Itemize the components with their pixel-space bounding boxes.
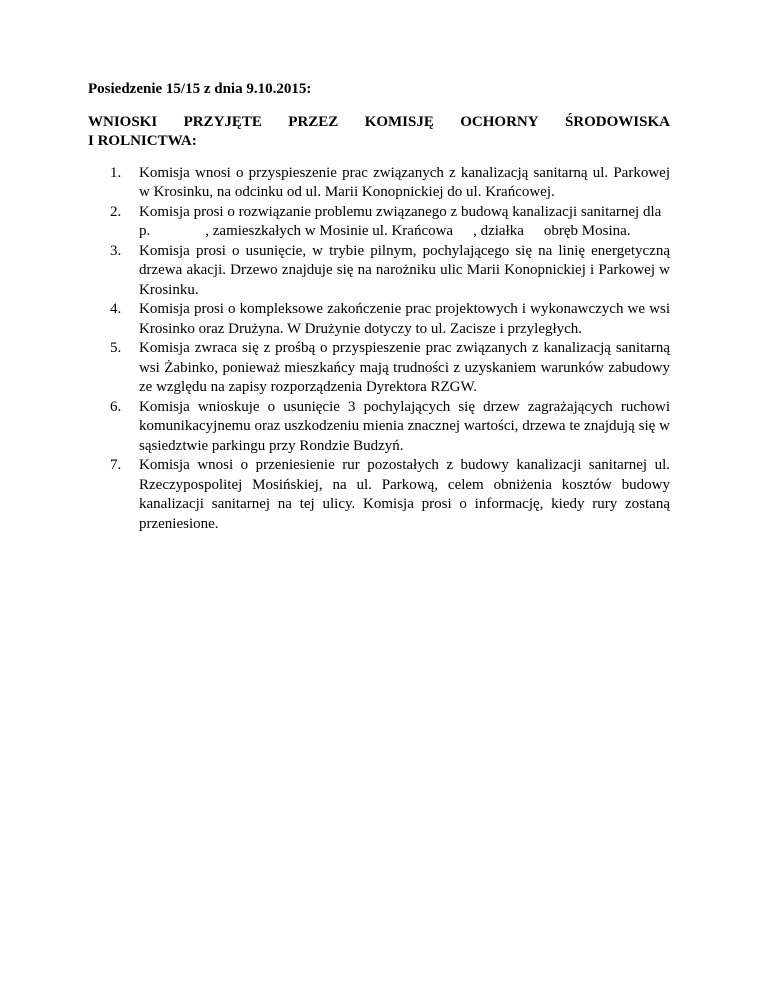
item-number: 2. <box>110 203 122 220</box>
motions-list <box>88 164 678 535</box>
item-text: Komisja wnosi o przyspieszenie prac związanych z kanalizacją sanitarną ul. Parkowej w Krosinku, na odcinku od ul. Marii Konopnickiej do ul. Krańcowej. <box>139 164 670 200</box>
heading-word: PRZYJĘTE <box>183 113 262 130</box>
item-text: Komisja zwraca się z prośbą o przyspieszenie prac związanych z kanalizacją sanitarną wsi Żabinko, ponieważ mieszkańcy mają trudności z uzyskaniem warunków zabudowy ze względu na zapisy rozporządzenia Dyrektora RZGW. <box>139 340 670 395</box>
list-item <box>88 456 670 534</box>
list-item <box>88 242 670 301</box>
list-item <box>88 398 670 457</box>
heading-word: PRZEZ <box>288 113 339 130</box>
document-body <box>88 80 678 534</box>
item-number: 6. <box>110 398 122 415</box>
item-text: Komisja wnosi o przeniesienie rur pozostałych z budowy kanalizacji sanitarnej ul. Rzeczypospolitej Mosińskiej, na ul. Parkową, celem obniżenia kosztów budowy kanalizacji sanitarnej na tej ulicy. Komisja prosi o informację, kiedy rury zostaną przeniesione. <box>139 457 670 532</box>
item-text-fragment: p. <box>139 223 151 239</box>
item-text: Komisja prosi o kompleksowe zakończenie prac projektowych i wykonawczych we wsi Krosinko oraz Drużyna. W Drużynie dotyczy to ul. Zacisze i przyległych. <box>139 301 670 337</box>
list-item <box>88 339 670 398</box>
heading-word: ŚRODOWISKA <box>564 113 670 130</box>
section-heading-line-1 <box>88 113 670 133</box>
item-text-fragment: , zamieszkałych w Mosinie ul. Krańcowa <box>205 223 454 239</box>
list-item <box>88 164 670 203</box>
heading-word: OCHORNY <box>460 113 539 130</box>
item-number: 7. <box>110 457 122 473</box>
section-heading <box>88 113 678 152</box>
heading-word: WNIOSKI <box>88 113 158 130</box>
item-text: Komisja prosi o rozwiązanie problemu związanego z budową kanalizacji sanitarnej dla <box>139 203 662 220</box>
item-number: 3. <box>110 242 122 259</box>
item-text: Komisja wnioskuje o usunięcie 3 pochylających się drzew zagrażających ruchowi komunikacyjnemu oraz uszkodzeniu mienia znacznej wartości, drzewa te znajdują się w sąsiedztwie parkingu przy Rondzie Budzyń. <box>139 398 670 454</box>
list-item <box>88 300 670 339</box>
item-number: 4. <box>110 301 122 317</box>
meeting-title: Posiedzenie 15/15 z dnia 9.10.2015: <box>88 81 312 97</box>
item-text-fragment: obręb Mosina. <box>543 223 631 239</box>
section-heading-line-2: I ROLNICTWA: <box>88 133 197 149</box>
item-text: Komisja prosi o usunięcie, w trybie pilnym, pochylającego się na linię energetyczną drzewa akacji. Drzewo znajduje się na narożniku ulic Marii Konopnickiej i Parkowej w Krosinku. <box>139 242 670 298</box>
item-number: 1. <box>110 164 122 181</box>
heading-word: KOMISJĘ <box>364 113 434 130</box>
item-text-fragment: , działka <box>473 223 524 239</box>
list-item <box>88 203 670 242</box>
item-number: 5. <box>110 340 122 356</box>
